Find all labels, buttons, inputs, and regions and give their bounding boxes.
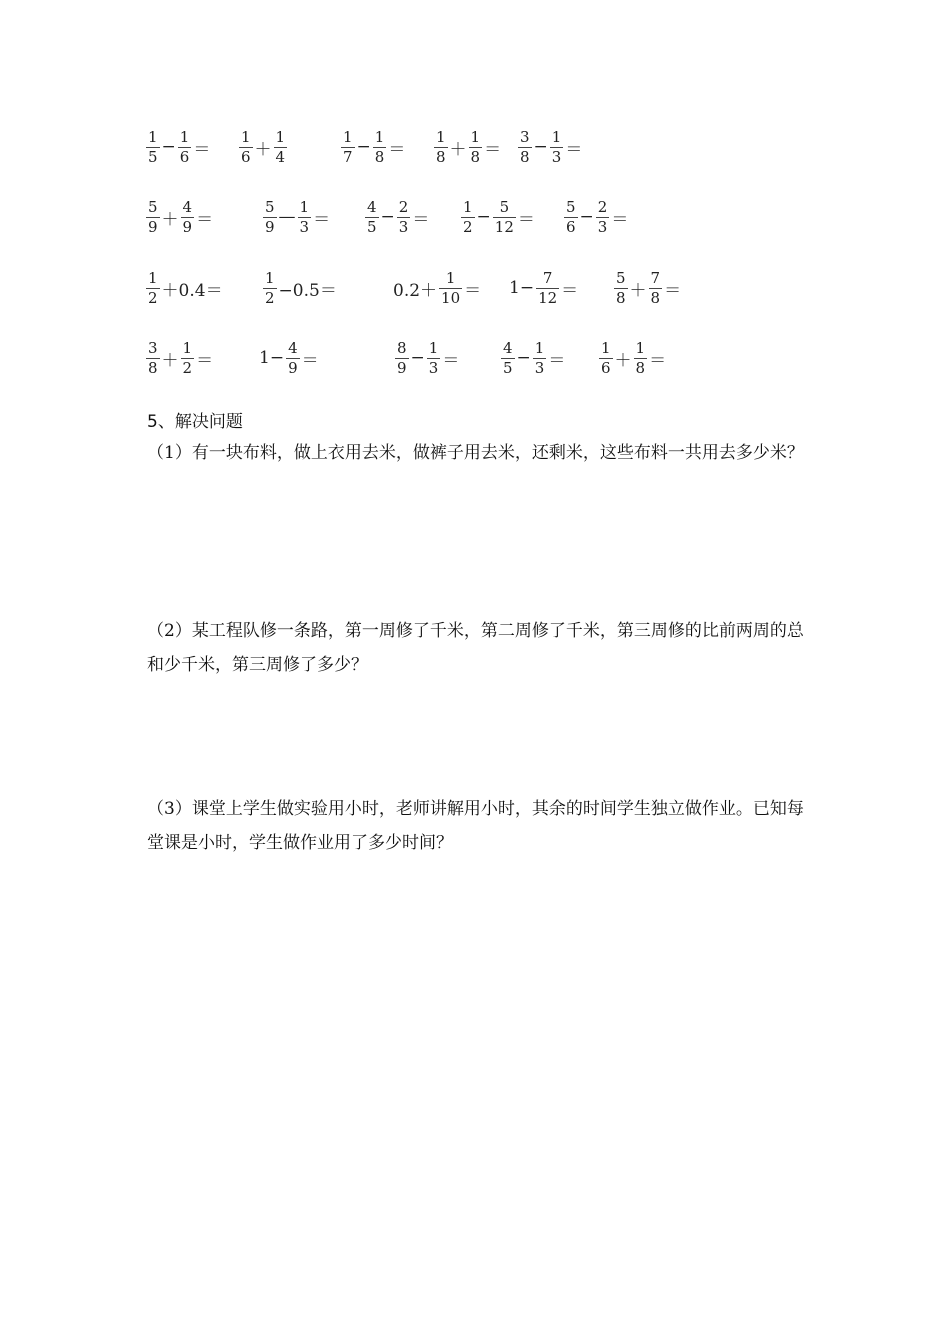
fraction — [146, 340, 160, 377]
operator-text: ＝ — [196, 209, 214, 230]
fraction-denominator: 5 — [367, 217, 377, 236]
fraction-numerator: 5 — [616, 268, 626, 287]
operator-text: ＋ — [449, 139, 467, 160]
fraction-denominator: 9 — [182, 217, 193, 236]
fraction-numerator: 4 — [182, 197, 193, 216]
calc-expression — [598, 333, 667, 383]
operator-text: ＝ — [442, 350, 460, 371]
fraction-numerator: 1 — [445, 268, 456, 287]
fraction — [146, 270, 160, 307]
fraction-denominator: 9 — [288, 358, 298, 377]
fraction-numerator: 3 — [148, 338, 158, 357]
operator-text: ＝ — [611, 209, 629, 230]
operator-text: ＝ — [484, 139, 502, 160]
fraction — [614, 270, 628, 307]
operator-text: ＝ — [193, 139, 211, 160]
operator-text: ＝ — [649, 350, 667, 371]
fraction-denominator: 7 — [343, 147, 353, 166]
fraction-denominator: 4 — [275, 147, 286, 166]
fraction-denominator: 12 — [538, 288, 558, 307]
fraction — [649, 270, 663, 307]
fraction-denominator: 3 — [597, 217, 608, 236]
operator-text: − — [579, 207, 594, 227]
fraction-denominator: 8 — [635, 358, 646, 377]
operator-text: − — [533, 137, 548, 157]
calc-expression — [508, 263, 579, 313]
fraction — [634, 340, 648, 377]
calc-expression — [145, 263, 224, 313]
operator-text: ＋ — [254, 139, 272, 160]
operator-text: ＝ — [664, 280, 682, 301]
operator-text: ＝ — [565, 139, 583, 160]
operator-text: 0.2＋ — [393, 280, 438, 301]
fraction-numerator: 4 — [288, 338, 298, 357]
fraction — [239, 129, 253, 166]
operator-text: ＋ — [161, 209, 179, 230]
calc-expression — [433, 122, 502, 172]
calc-row-2 — [0, 192, 950, 242]
fraction-numerator: 1 — [470, 127, 481, 146]
fraction — [469, 129, 483, 166]
calc-expression — [145, 333, 214, 383]
fraction-denominator: 6 — [179, 147, 190, 166]
fraction-denominator: 8 — [436, 147, 446, 166]
fraction-numerator: 1 — [275, 127, 286, 146]
fraction-denominator: 2 — [265, 288, 275, 307]
operator-text: − — [161, 137, 176, 157]
operator-text: 1− — [509, 278, 535, 298]
calc-expression — [238, 122, 288, 172]
fraction — [263, 199, 277, 236]
fraction-denominator: 6 — [601, 358, 611, 377]
fraction — [434, 129, 448, 166]
operator-text: ＝ — [196, 350, 214, 371]
fraction-denominator: 8 — [148, 358, 158, 377]
fraction-numerator: 1 — [343, 127, 353, 146]
fraction — [181, 340, 195, 377]
fraction-denominator: 3 — [299, 217, 310, 236]
operator-text: ＋ — [614, 350, 632, 371]
fraction-denominator: 3 — [551, 147, 562, 166]
fraction-denominator: 2 — [148, 288, 158, 307]
operator-text: ＝ — [561, 280, 579, 301]
calc-expression — [364, 192, 430, 242]
problem-3: （3）课堂上学生做实验用小时，老师讲解用小时，其余的时间学生独立做作业。已知每堂课是小时，学生做作业用了多少时间？ — [147, 799, 804, 853]
fraction — [518, 129, 532, 166]
fraction — [599, 340, 613, 377]
fraction-denominator: 10 — [441, 288, 461, 307]
operator-text: 1− — [259, 348, 285, 368]
operator-text: — — [278, 207, 296, 227]
fraction — [427, 340, 441, 377]
calc-expression — [258, 333, 320, 383]
fraction-denominator: 6 — [241, 147, 251, 166]
problem-2: （2）某工程队修一条路，第一周修了千米，第二周修了千米，第三周修的比前两周的总和少千米，第三周修了多少？ — [147, 621, 804, 675]
fraction-denominator: 3 — [398, 217, 409, 236]
fraction-denominator: 2 — [463, 217, 473, 236]
fraction-numerator: 5 — [265, 197, 275, 216]
calc-expression — [262, 263, 338, 313]
fraction-numerator: 2 — [597, 197, 608, 216]
fraction-numerator: 1 — [601, 338, 611, 357]
fraction-denominator: 8 — [374, 147, 385, 166]
operator-text: − — [356, 137, 371, 157]
fraction-numerator: 7 — [542, 268, 553, 287]
fraction-numerator: 1 — [148, 127, 158, 146]
fraction-numerator: 1 — [551, 127, 562, 146]
fraction-denominator: 8 — [616, 288, 626, 307]
fraction-denominator: 5 — [148, 147, 158, 166]
calc-row-4 — [0, 333, 950, 383]
fraction — [395, 340, 409, 377]
fraction-numerator: 1 — [182, 338, 193, 357]
calc-expression — [563, 192, 629, 242]
calc-expression — [392, 263, 482, 313]
fraction-denominator: 2 — [182, 358, 193, 377]
fraction — [274, 129, 288, 166]
operator-text: ＝ — [464, 280, 482, 301]
operator-text: ＝ — [412, 209, 430, 230]
calc-row-3 — [0, 263, 950, 313]
fraction — [146, 129, 160, 166]
fraction-denominator: 9 — [265, 217, 275, 236]
problem-1: （1）有一块布料，做上衣用去米，做裤子用去米，还剩米，这些布料一共用去多少米？ — [147, 443, 804, 463]
operator-text: ＝ — [313, 209, 331, 230]
fraction-denominator: 3 — [534, 358, 545, 377]
fraction-numerator: 1 — [299, 197, 310, 216]
fraction-numerator: 2 — [398, 197, 409, 216]
fraction-denominator: 5 — [503, 358, 513, 377]
operator-text: ＝ — [548, 350, 566, 371]
operator-text: ＋ — [161, 350, 179, 371]
fraction-denominator: 8 — [520, 147, 530, 166]
fraction-numerator: 1 — [374, 127, 385, 146]
calc-expression — [394, 333, 460, 383]
fraction-denominator: 8 — [470, 147, 481, 166]
calc-expression — [145, 122, 211, 172]
fraction-numerator: 1 — [148, 268, 158, 287]
operator-text: ＝ — [517, 209, 535, 230]
fraction-numerator: 5 — [566, 197, 576, 216]
fraction-numerator: 1 — [635, 338, 646, 357]
fraction — [178, 129, 192, 166]
fraction-numerator: 1 — [179, 127, 190, 146]
operator-text: − — [476, 207, 491, 227]
fraction-denominator: 12 — [494, 217, 514, 236]
operator-text: − — [516, 348, 531, 368]
fraction-numerator: 1 — [265, 268, 275, 287]
fraction-denominator: 8 — [650, 288, 661, 307]
fraction-numerator: 4 — [503, 338, 513, 357]
fraction-numerator: 7 — [650, 268, 661, 287]
fraction-numerator: 1 — [241, 127, 251, 146]
fraction-numerator: 1 — [436, 127, 446, 146]
fraction — [564, 199, 578, 236]
operator-text: −0.5＝ — [278, 280, 337, 301]
fraction — [181, 199, 195, 236]
fraction-denominator: 6 — [566, 217, 576, 236]
fraction — [286, 340, 300, 377]
fraction-numerator: 5 — [499, 197, 510, 216]
fraction-numerator: 1 — [463, 197, 473, 216]
fraction — [397, 199, 411, 236]
fraction — [596, 199, 610, 236]
operator-text: ＋0.4＝ — [161, 280, 223, 301]
operator-text: − — [380, 207, 395, 227]
calc-expression — [340, 122, 406, 172]
fraction-numerator: 8 — [397, 338, 407, 357]
fraction — [533, 340, 547, 377]
fraction-numerator: 1 — [428, 338, 439, 357]
operator-text: − — [410, 348, 425, 368]
calc-expression — [262, 192, 331, 242]
fraction-numerator: 5 — [148, 197, 158, 216]
fraction — [439, 270, 462, 307]
fraction-denominator: 9 — [397, 358, 407, 377]
operator-text: ＋ — [629, 280, 647, 301]
fraction — [461, 199, 475, 236]
fraction — [550, 129, 564, 166]
fraction-numerator: 4 — [367, 197, 377, 216]
calc-expression — [460, 192, 536, 242]
fraction — [146, 199, 160, 236]
section-title: 5、解决问题 — [147, 412, 243, 432]
fraction — [341, 129, 355, 166]
fraction-numerator: 3 — [520, 127, 530, 146]
fraction — [501, 340, 515, 377]
fraction — [493, 199, 516, 236]
fraction-numerator: 1 — [534, 338, 545, 357]
fraction-denominator: 3 — [428, 358, 439, 377]
fraction — [298, 199, 312, 236]
calc-expression — [145, 192, 214, 242]
calc-expression — [500, 333, 566, 383]
fraction — [536, 270, 559, 307]
calc-expression — [517, 122, 583, 172]
calc-row-1 — [0, 122, 950, 172]
fraction — [263, 270, 277, 307]
fraction — [373, 129, 387, 166]
calc-expression — [613, 263, 682, 313]
operator-text: ＝ — [301, 350, 319, 371]
fraction-denominator: 9 — [148, 217, 158, 236]
operator-text: ＝ — [388, 139, 406, 160]
fraction — [365, 199, 379, 236]
